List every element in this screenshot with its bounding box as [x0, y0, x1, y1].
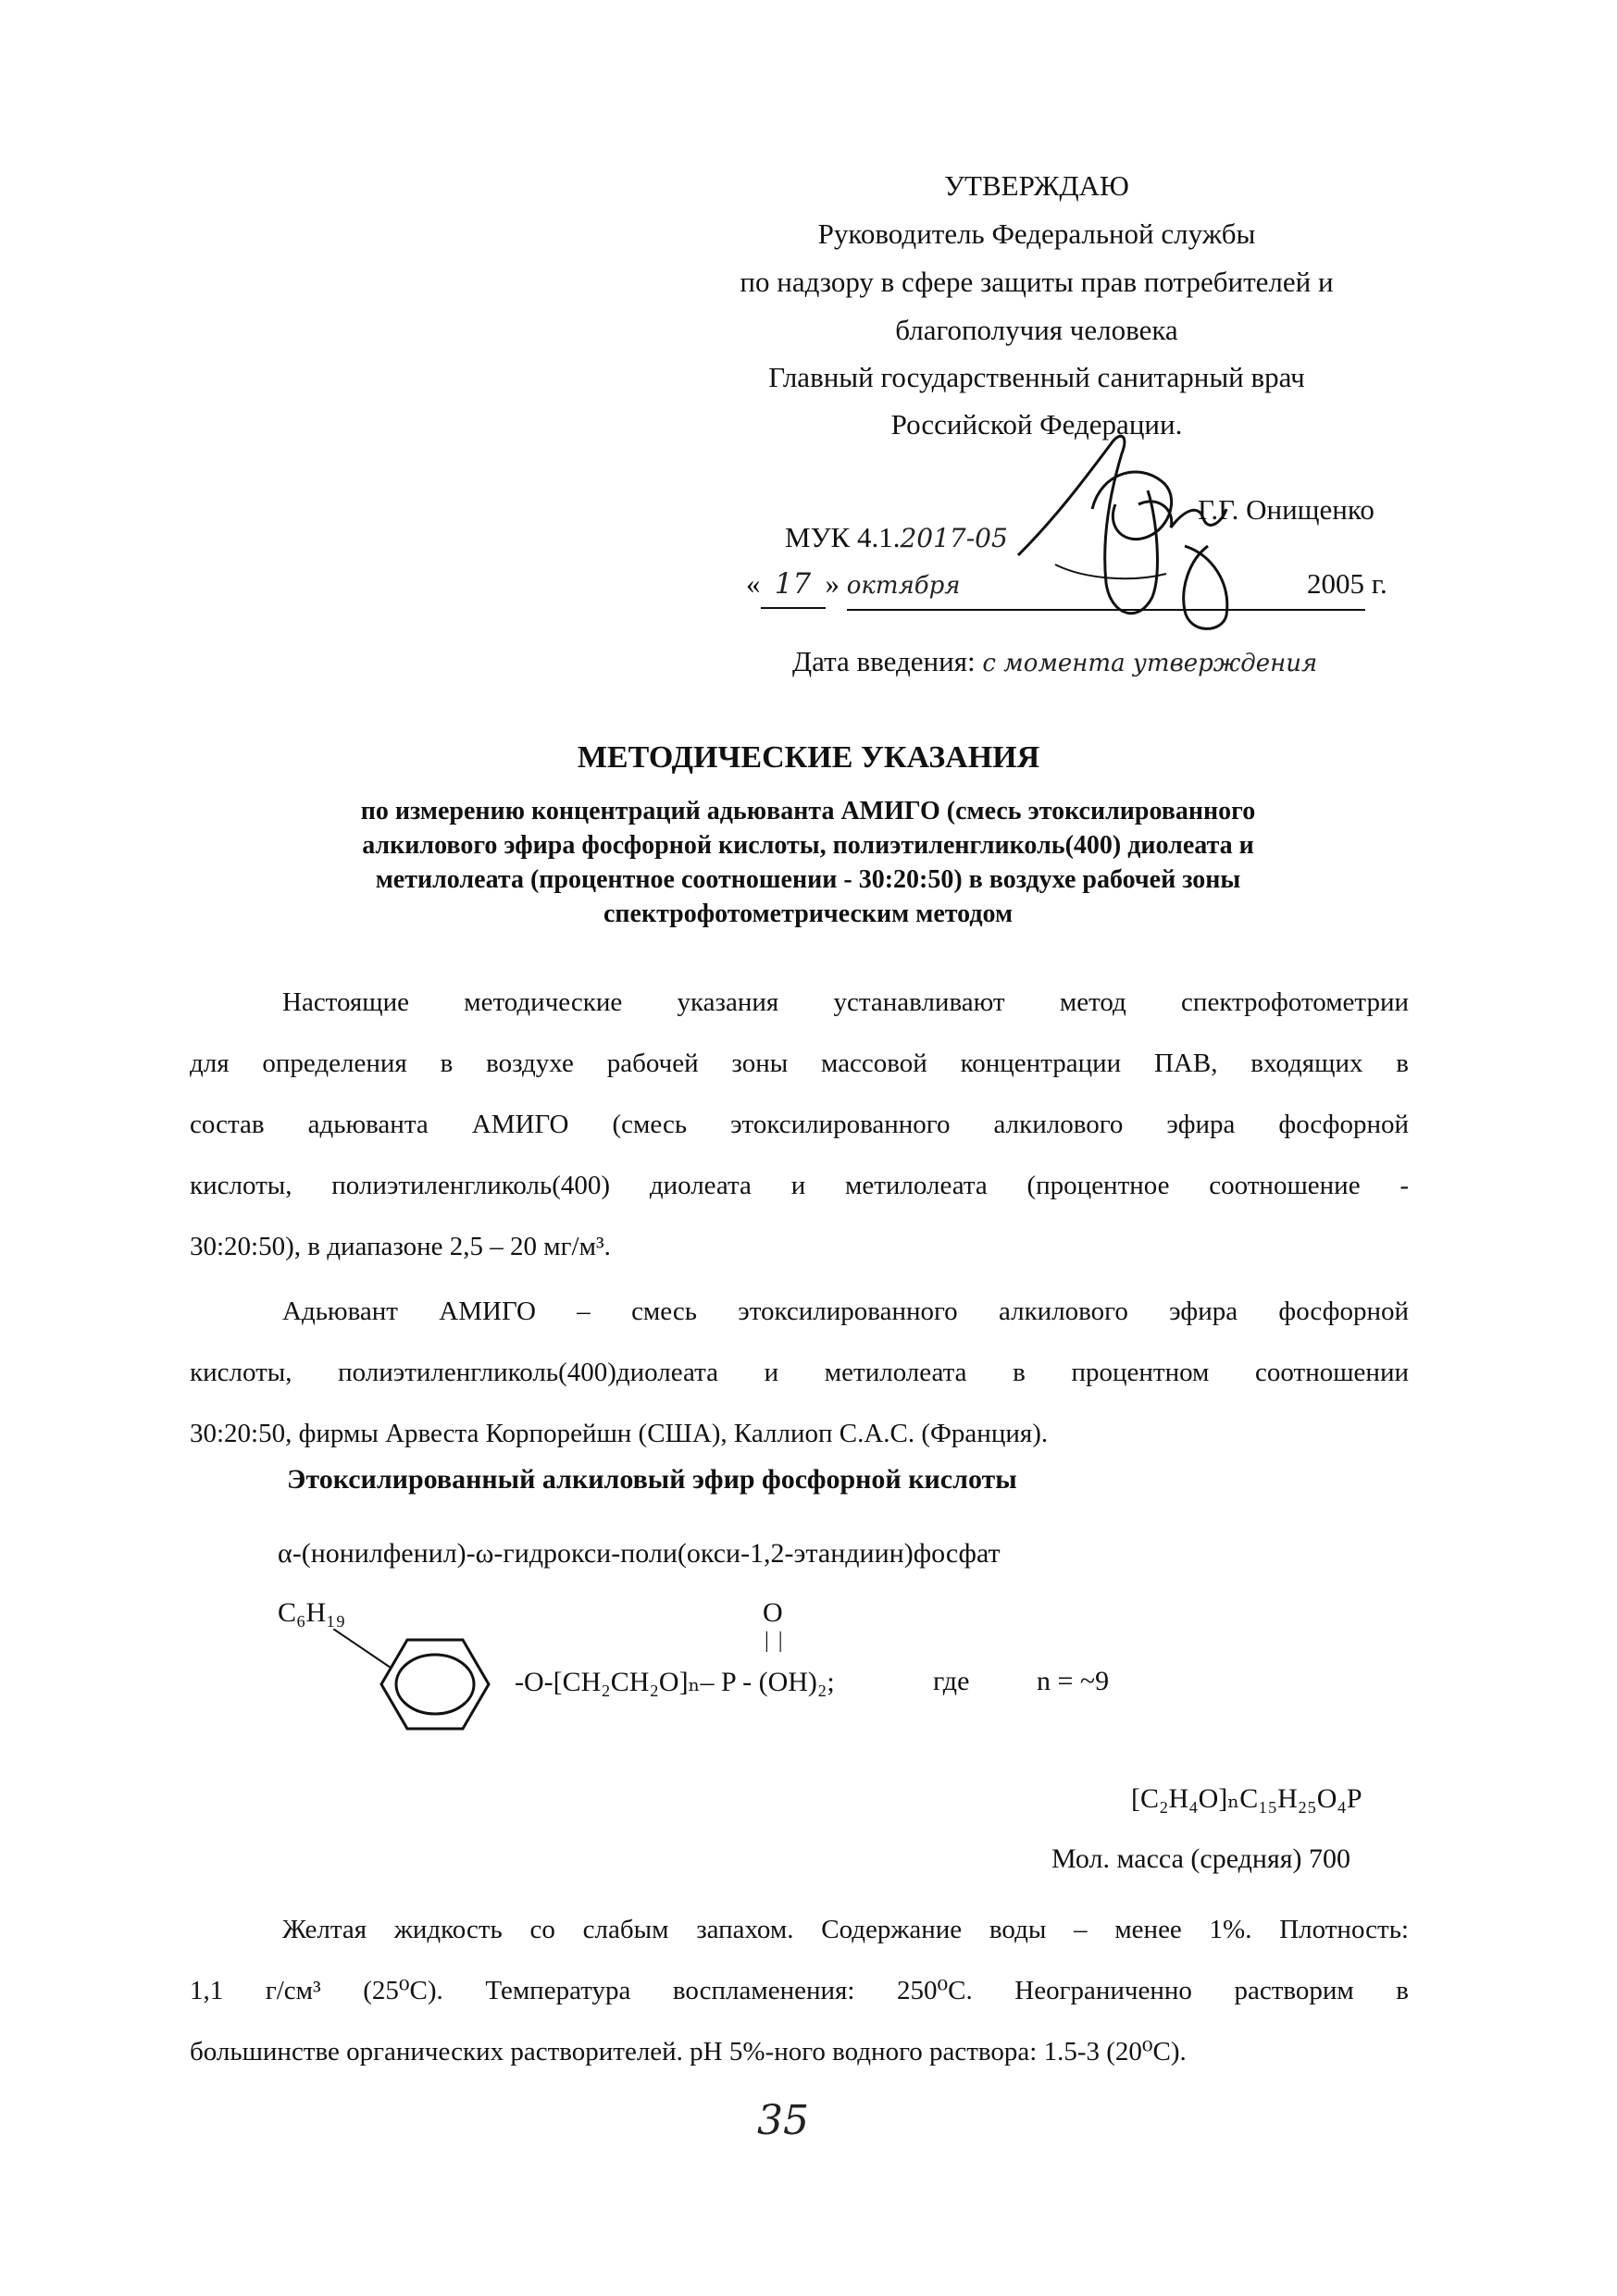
date-day: 17 — [761, 561, 826, 609]
subtitle-line: по измерению концентраций адьюванта АМИГО (смесь этоксилированного — [360, 797, 1256, 825]
formula-where: где — [933, 1666, 970, 1696]
intro-label: Дата введения: — [792, 645, 976, 677]
approval-title: УТВЕРЖДАЮ — [944, 169, 1129, 202]
muk-prefix: МУК 4.1. — [785, 521, 901, 553]
paragraph-line: Адьювант АМИГО – смесь этоксилированного алкилового эфира фосфорной — [282, 1297, 1409, 1326]
approval-line: Российской Федерации. — [890, 408, 1183, 441]
date-close-quote: » — [825, 567, 840, 600]
subtitle-line: метилолеата (процентное соотношении - 30:20:50) в воздухе рабочей зоны — [375, 865, 1241, 894]
intro-date — [792, 639, 1317, 687]
paragraph-line: Настоящие методические указания устанавливают метод спектрофотометрии — [282, 987, 1409, 1017]
date-month: октября — [847, 563, 1365, 611]
formula-double-bond: | | — [765, 1629, 785, 1653]
approval-line: Главный государственный санитарный врач — [768, 361, 1305, 393]
paragraph-line: Желтая жидкость со слабым запахом. Содержание воды – менее 1%. Плотность: — [282, 1915, 1409, 1944]
formula-n-value: n = ~9 — [1037, 1666, 1110, 1696]
formula-substituent: C₆H₁₉ — [278, 1597, 346, 1628]
section-heading: Этоксилированный алкиловый эфир фосфорной кислоты — [287, 1464, 1017, 1495]
formula-oxygen: O — [763, 1597, 783, 1628]
signer-name: Г.Г. Онищенко — [1198, 493, 1374, 526]
date-open-quote: « — [746, 567, 761, 600]
paragraph-line: для определения в воздухе рабочей зоны массовой концентрации ПАВ, входящих в — [190, 1049, 1409, 1078]
molar-mass: Мол. масса (средняя) 700 — [1051, 1843, 1351, 1874]
chemical-name: α-(нонилфенил)-ω-гидрокси-поли(окси-1,2-этандиин)фосфат — [278, 1538, 1001, 1569]
paragraph-line: состав адьюванта АМИГО (смесь этоксилированного алкилового эфира фосфорной — [190, 1110, 1409, 1139]
approval-line: благополучия человека — [895, 314, 1178, 346]
paragraph-line: кислоты, полиэтиленгликоль(400)диолеата и метилолеата в процентном соотношении — [190, 1358, 1409, 1387]
date-year: 2005 г. — [1307, 567, 1387, 600]
subtitle-line: алкилового эфира фосфорной кислоты, полиэтиленгликоль(400) диолеата и — [362, 831, 1254, 860]
paragraph-line: большинстве органических растворителей. pH 5%-ного водного раствора: 1.5-3 (20⁰С). — [190, 2037, 1187, 2066]
benzene-ring-icon — [333, 1629, 495, 1740]
document-title: МЕТОДИЧЕСКИЕ УКАЗАНИЯ — [577, 740, 1040, 775]
muk-number — [785, 515, 1008, 562]
muk-handwritten: 2017-05 — [900, 523, 1008, 553]
approval-line: Руководитель Федеральной службы — [817, 217, 1256, 250]
molecular-formula: [C₂H₄O]ₙC₁₅H₂₅O₄P — [1131, 1783, 1362, 1814]
approval-date — [746, 561, 1365, 611]
paragraph-line: кислоты, полиэтиленгликоль(400) диолеата и метилолеата (процентное соотношение - — [190, 1171, 1409, 1200]
paragraph-line: 30:20:50), в диапазоне 2,5 – 20 мг/м³. — [190, 1232, 611, 1261]
document-subtitle — [160, 794, 1456, 931]
approval-line: по надзору в сфере защиты прав потребителей и — [740, 266, 1334, 298]
intro-handwritten: с момента утверждения — [982, 650, 1318, 677]
subtitle-line: спектрофотометрическим методом — [603, 900, 1014, 928]
formula-chain: -O-[CH₂CH₂O]ₙ– P - (OH)₂; — [515, 1667, 835, 1697]
page-number: 35 — [757, 2097, 809, 2144]
paragraph-line: 1,1 г/см³ (25⁰С). Температура воспламенения: 250⁰С. Неограниченно растворим в — [190, 1976, 1409, 2005]
paragraph-line: 30:20:50, фирмы Арвеста Корпорейшн (США), Каллиоп С.А.С. (Франция). — [190, 1419, 1049, 1448]
